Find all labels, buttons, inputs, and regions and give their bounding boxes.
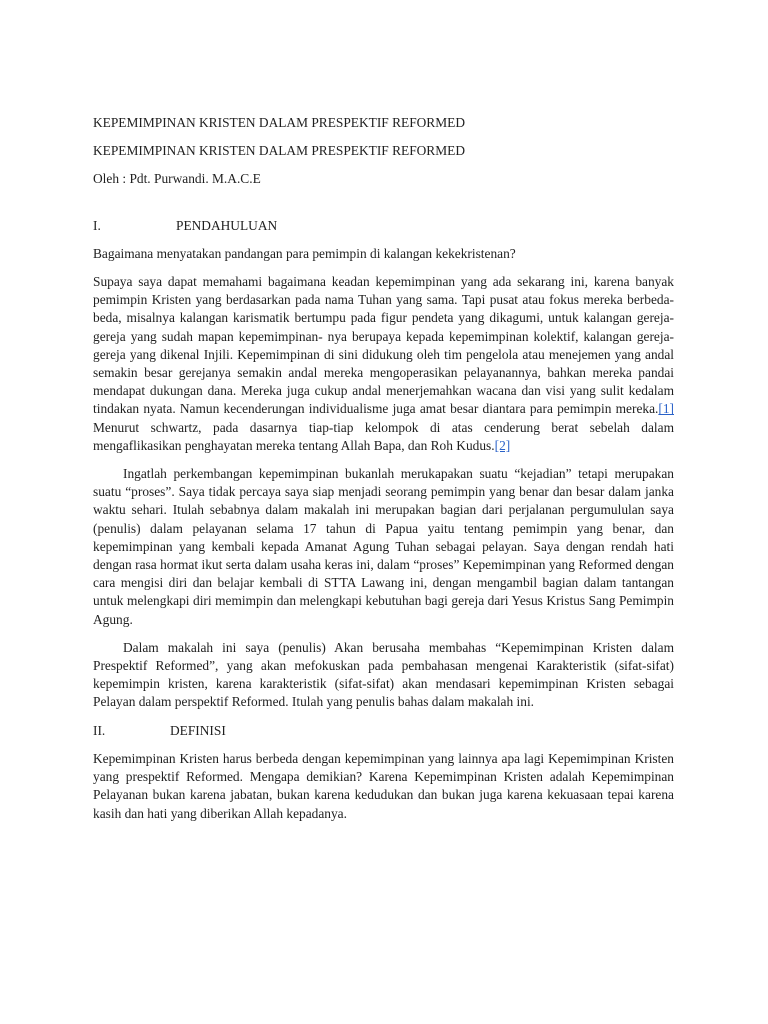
paragraph-text: Supaya saya dapat memahami bagaimana keadan kepemimpinan yang ada sekarang ini, karena banyak pemimpin Kristen yang berdasarkan pada nama Tuhan yang sama. Tapi pusat atau fokus mereka berbeda-beda, misalnya kalangan karismatik bertumpu pada figur pendeta yang dikagumi, untuk kalangan gereja-gereja yang sudah mapan kepemimpinan- nya berupaya kepada kepemimpinan kolektif, kalangan gereja-gereja yang dikenal Injili. Kepemimpinan di sini didukung oleh tim pengelola atau menejemen yang andal semakin besar gerejanya semakin andal mereka mengoperasikan pelayanannya, bahkan mereka pandai mendapat dukungan dana. Mereka juga cukup andal menerjemahkan wacana dan visi yang sulit kedalam tindakan nyata. Namun kecenderungan individualisme juga amat besar diantara para pemimpin mereka. [93,274,674,417]
author-line: Oleh : Pdt. Purwandi. M.A.C.E [93,171,261,187]
footnote-link-1[interactable]: [1] [658,401,674,417]
paragraph-paper-scope: Dalam makalah ini saya (penulis) Akan berusaha membahas “Kepemimpinan Kristen dalam Prespektif Reformed”, yang akan mefokuskan pada pembahasan mengenai Karakteristik (sifat-sifat) kepemimpin kristen, karena karakteristik (sifat-sifat) akan mendasari kepemimpinan Kristen sebagai Pelayan dalam perspektif Reformed. Itulah yang penulis bahas dalam makalah ini. [93,639,674,710]
section-title: PENDAHULUAN [176,217,278,233]
document-body [93,114,674,833]
paragraph-leadership-process: Ingatlah perkembangan kepemimpinan bukanlah merukapakan suatu “kejadian” tetapi merupakan suatu “proses”. Saya tidak percaya saya siap menjadi seorang pemimpin yang benar dan besar dalam janka waktu sehari. Itulah sebabnya dalam makalah ini merupakan bagian dari perjalanan pergumululan saya (penulis) dalam pelayanan selama 17 tahun di Papua yaitu tentang pemimpin yang benar, dan kepemimpinan yang kembali kepada Amanat Agung Tuhan sebagai pelayan. Saya dengan rendah hati dengan rasa hormat ikut serta dalam usaha keras ini, dalam “proses” Kepemimpinan yang Reformed dengan cara mengisi diri dan belajar kembali di STTA Lawang ini, dengan mengambil bagian dalam tantangan untuk melengkapi diri memimpin dan melengkapi kebutuhan bagi gereja dari Yesus Kristus Sang Pemimpin Agung. [93,466,674,627]
footnote-link-2[interactable]: [2] [494,437,511,453]
paragraph-text: Menurut schwartz, pada dasarnya tiap-tiap kelompok di atas cenderung berat sebelah dalam mengaflikasikan penghayatan mereka tentang Allah Bapa, dan Roh Kudus. [93,419,674,453]
paragraph-definition: Kepemimpinan Kristen harus berbeda dengan kepemimpinan yang lainnya apa lagi Kepemimpinan Kristen yang prespektif Reformed. Mengapa demikian? Karena Kepemimpinan Kristen adalah Kepemimpinan Pelayanan bukan karena jabatan, bukan karena kedudukan dan bukan juga karena kekuasaan tepai karena kasih dan hati yang diberikan Allah kepadanya. [93,750,674,821]
section-heading-pendahuluan [93,217,674,235]
section-number: I. [93,217,101,233]
section-heading-definisi [93,722,674,740]
paragraph-intro [93,273,674,455]
section-number: II. [93,722,106,738]
document-title-repeat: KEPEMIMPINAN KRISTEN DALAM PRESPEKTIF REFORMED [93,143,465,159]
section-title: DEFINISI [170,722,226,738]
intro-question: Bagaimana menyatakan pandangan para pemimpin di kalangan kekekristenan? [93,245,516,261]
document-title: KEPEMIMPINAN KRISTEN DALAM PRESPEKTIF REFORMED [93,115,465,130]
